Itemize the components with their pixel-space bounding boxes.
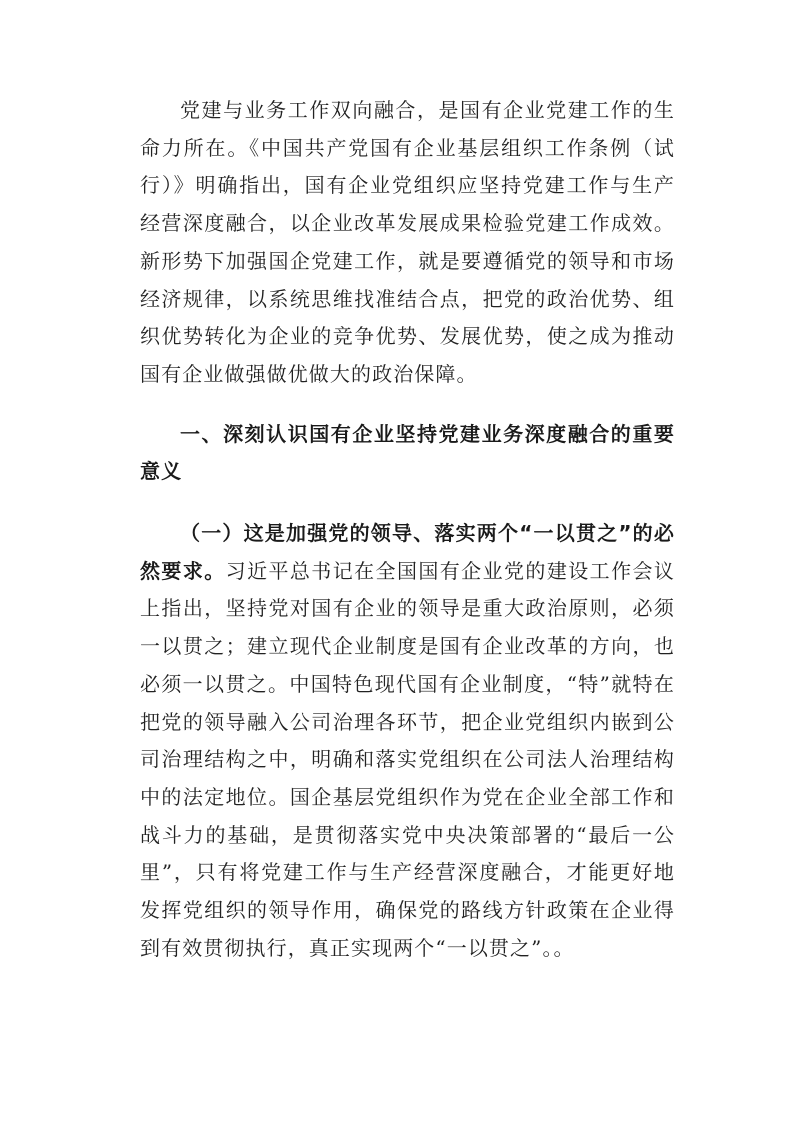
section-heading: 一、深刻认识国有企业坚持党建业务深度融合的重要意义 xyxy=(140,421,675,484)
subsection-paragraph xyxy=(140,515,675,967)
intro-paragraph: 党建与业务工作双向融合，是国有企业党建工作的生命力所在。《中国共产党国有企业基层组织工作条例（试行）》明确指出，国有企业党组织应坚持党建工作与生产经营深度融合，以企业改革发展成果检验党建工作成效。新形势下加强国企党建工作，就是要遵循党的领导和市场经济规律，以系统思维找准结合点，把党的政治优势、组织优势转化为企业的竞争优势、发展优势，使之成为推动国有企业做强做优做大的政治保障。 xyxy=(140,98,675,386)
subsection-body: 习近平总书记在全国国有企业党的建设工作会议上指出，坚持党对国有企业的领导是重大政治原则，必须一以贯之；建立现代企业制度是国有企业改革的方向，也必须一以贯之。中国特色现代国有企业制度，“特”就特在把党的领导融入公司治理各环节，把企业党组织内嵌到公司治理结构之中，明确和落实党组织在公司法人治理结构中的法定地位。国企基层党组织作为党在企业全部工作和战斗力的基础，是贯彻落实党中央决策部署的“最后一公里”，只有将党建工作与生产经营深度融合，才能更好地发挥党组织的领导作用，确保党的路线方针政策在企业得到有效贯彻执行，真正实现两个“一以贯之”。。 xyxy=(140,558,675,960)
subsection-lead: （一）这是加强党的领导、落实两个“一以贯之”的必然要求。 xyxy=(140,521,675,583)
